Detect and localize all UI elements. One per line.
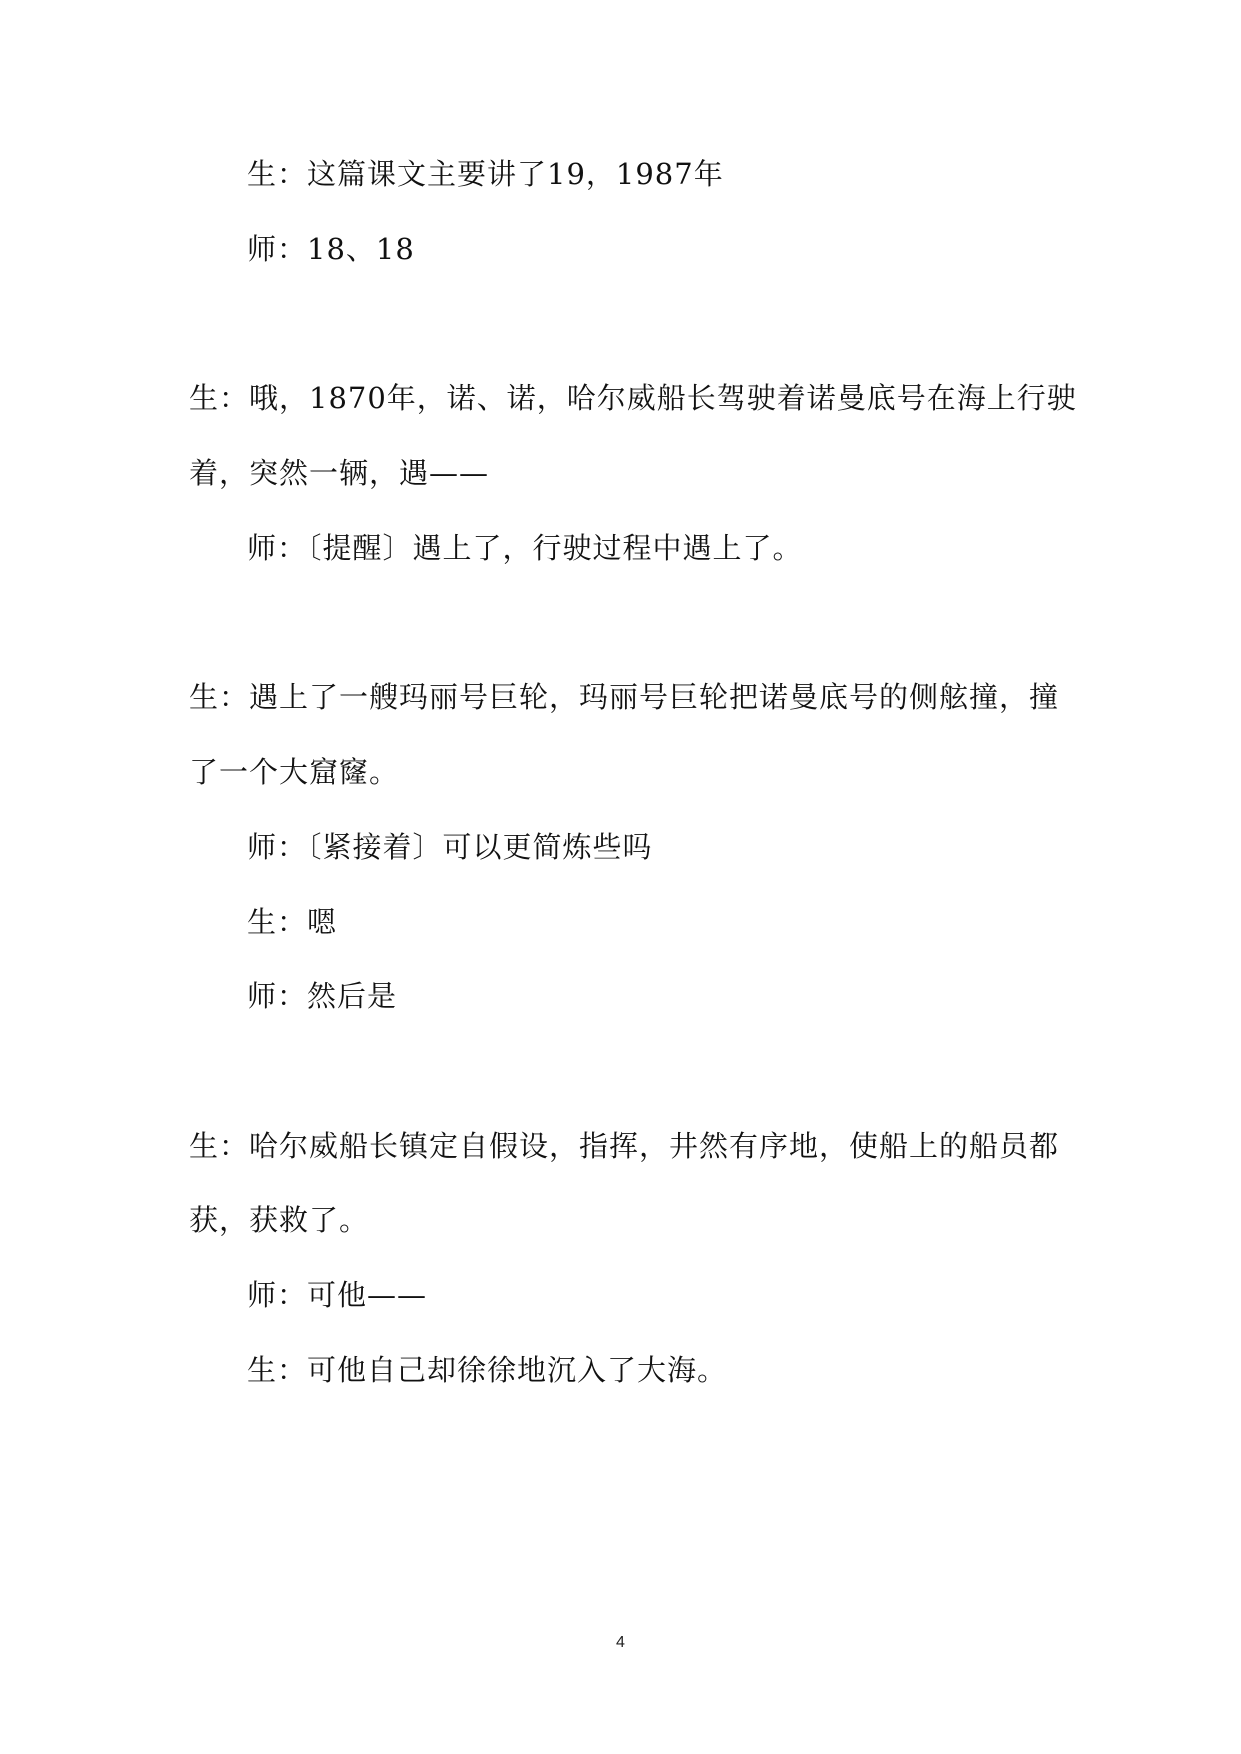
dialogue-line: 生：哈尔威船长镇定自假设，指挥，井然有序地，使船上的船员都 xyxy=(189,1129,1060,1163)
dialogue-line: 生：哦，1870年，诺、诺，哈尔威船长驾驶着诺曼底号在海上行驶 xyxy=(189,381,1077,415)
dialogue-line: 了一个大窟窿。 xyxy=(189,755,400,789)
dialogue-line: 生：遇上了一艘玛丽号巨轮，玛丽号巨轮把诺曼底号的侧舷撞，撞 xyxy=(189,680,1060,714)
dialogue-line: 生：嗯 xyxy=(247,905,338,939)
page-number: 4 xyxy=(616,1634,625,1651)
dialogue-line: 获，获救了。 xyxy=(189,1203,370,1237)
dialogue-line: 师：18、18 xyxy=(247,232,415,266)
dialogue-line: 着，突然一辆，遇—— xyxy=(189,456,490,490)
dialogue-line: 师：〔紧接着〕可以更简炼些吗 xyxy=(247,830,653,864)
dialogue-line: 师：可他—— xyxy=(247,1278,428,1312)
dialogue-line: 生：可他自己却徐徐地沉入了大海。 xyxy=(247,1353,728,1387)
dialogue-line: 师：然后是 xyxy=(247,979,398,1013)
dialogue-line: 师：〔提醒〕遇上了，行驶过程中遇上了。 xyxy=(247,531,803,565)
dialogue-line: 生：这篇课文主要讲了19，1987年 xyxy=(247,157,724,191)
